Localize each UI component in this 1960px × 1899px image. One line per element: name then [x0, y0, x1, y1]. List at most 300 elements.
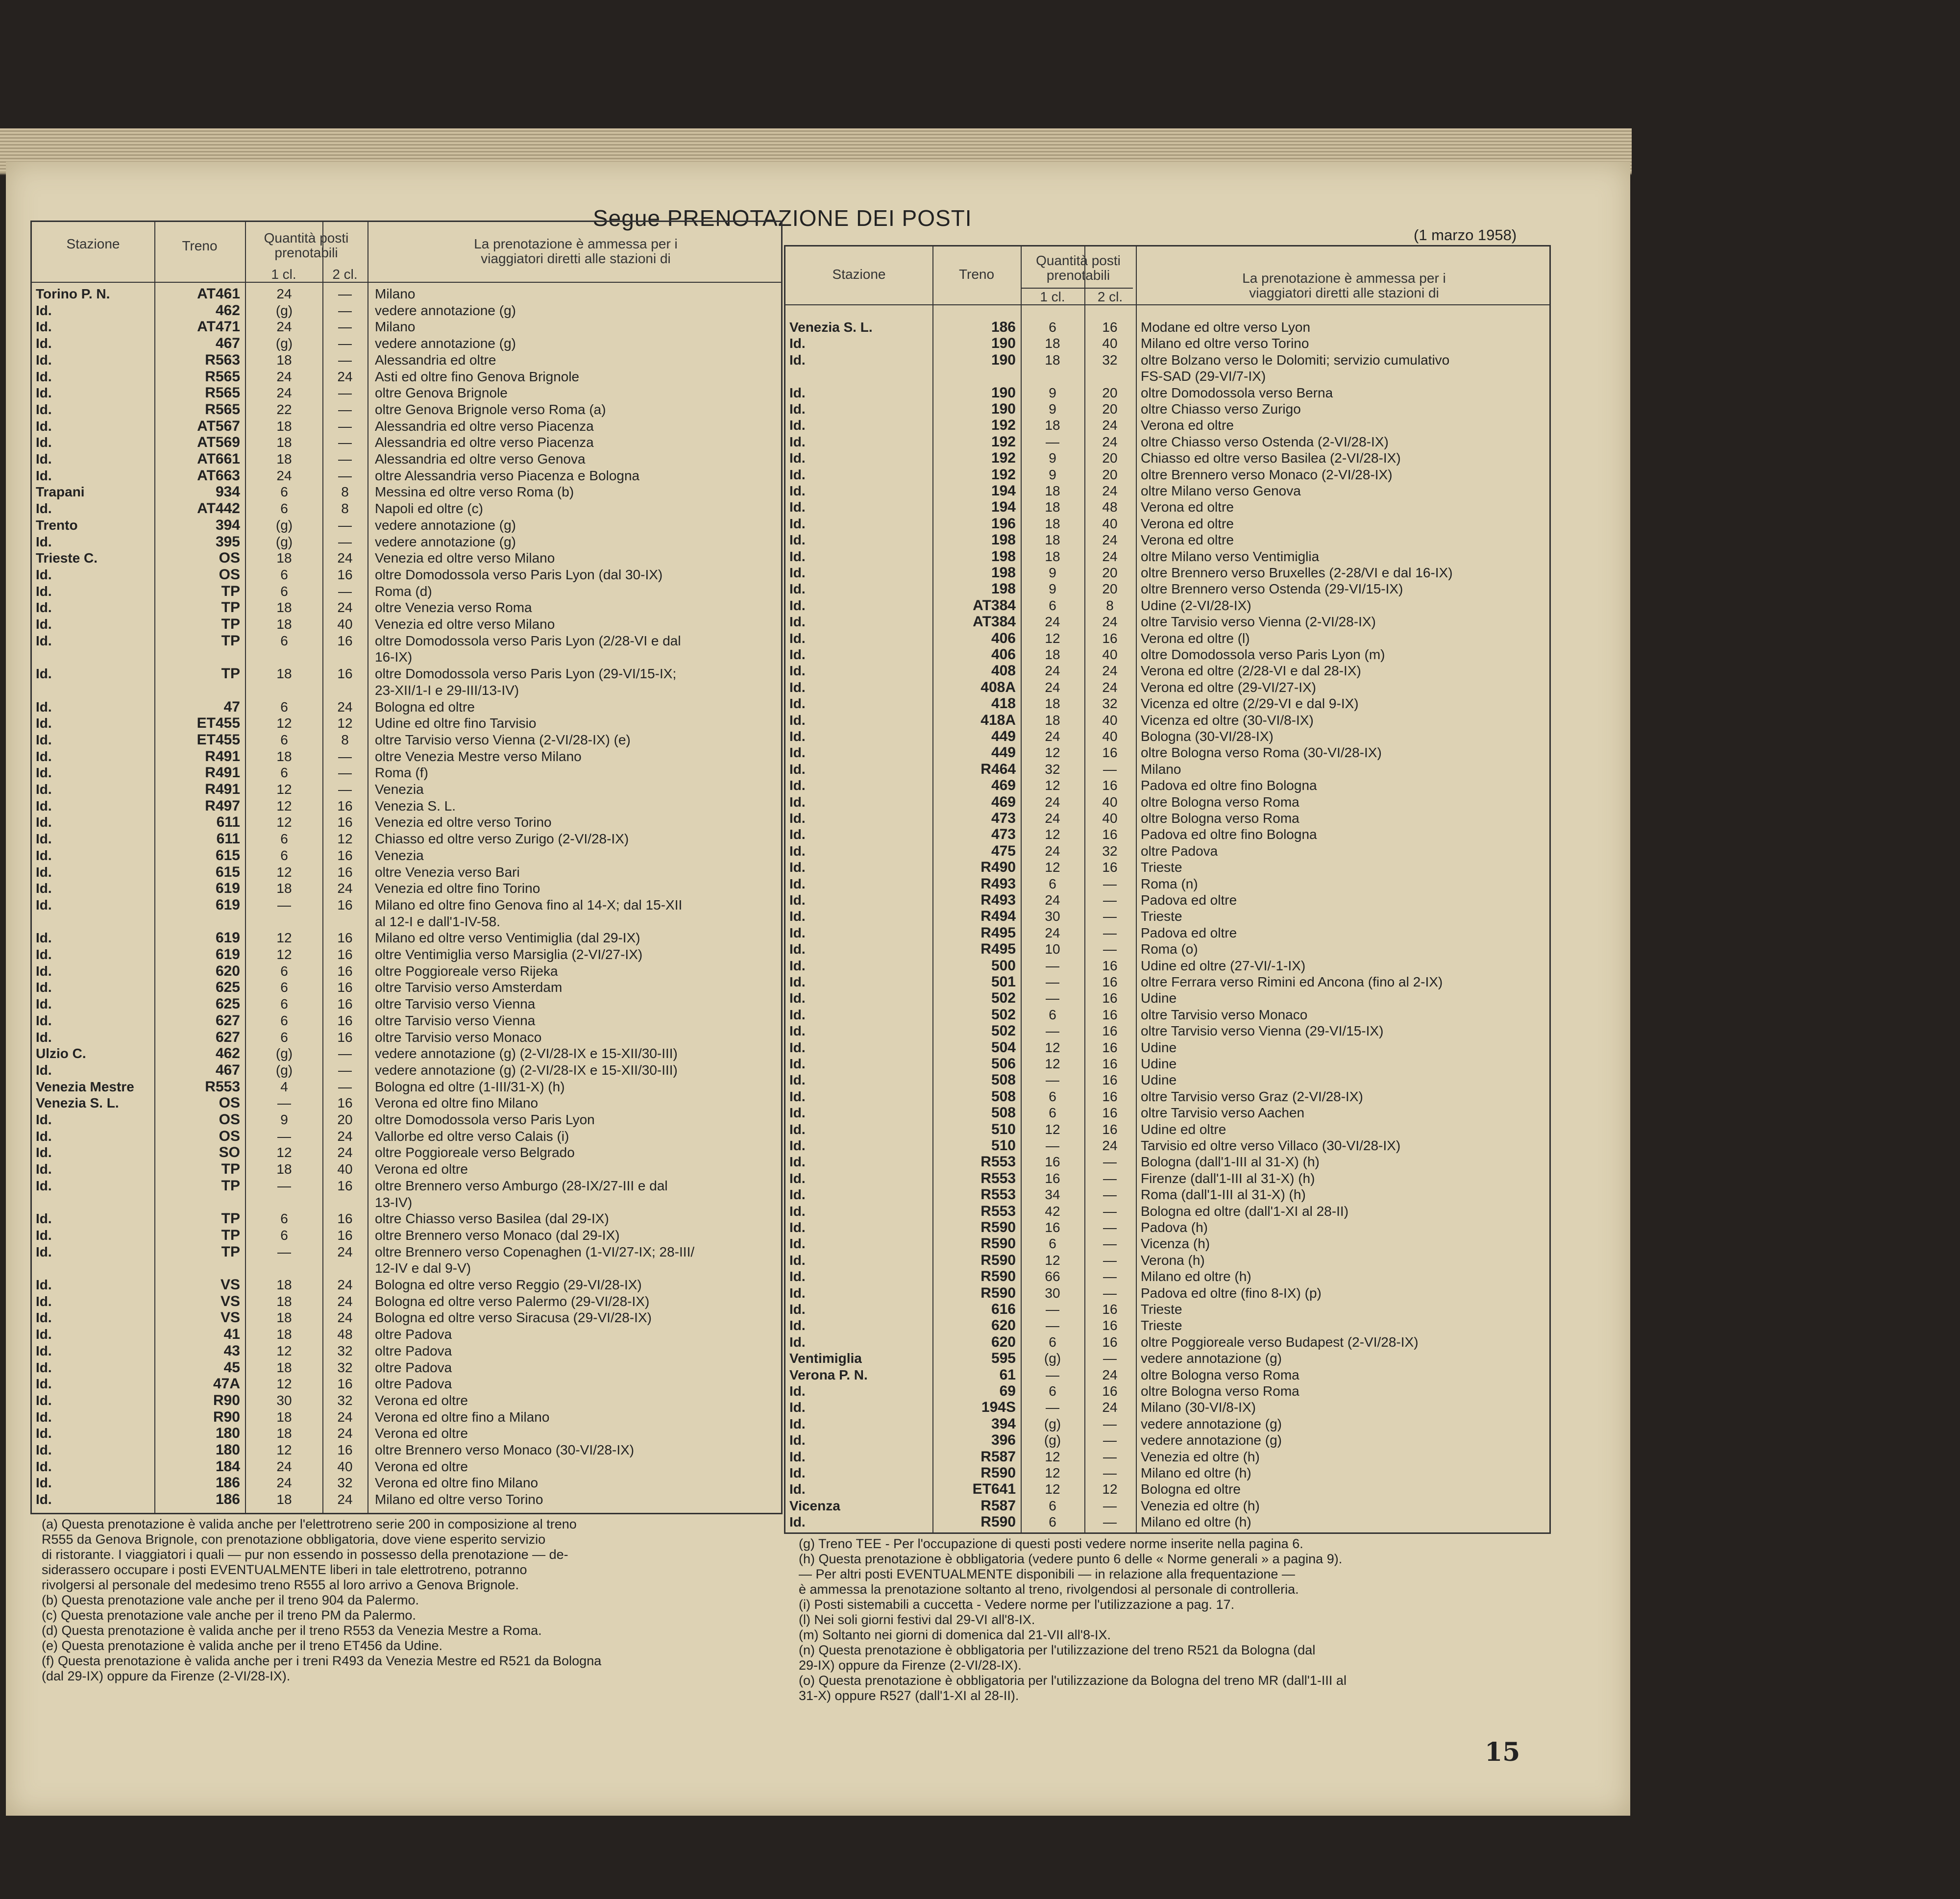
first-class-cell: 6 [1049, 320, 1056, 335]
first-class-cell: 24 [1045, 811, 1060, 826]
second-class-cell: 16 [1102, 827, 1118, 842]
first-class-cell: 18 [276, 451, 292, 467]
second-class-cell: — [1103, 909, 1117, 924]
station-cell: Id. [789, 1154, 806, 1170]
station-cell: Id. [36, 798, 52, 814]
train-cell: 502 [991, 990, 1016, 1007]
destination-cell: vedere annotazione (g) [1141, 1432, 1282, 1448]
second-class-cell: — [1103, 1285, 1117, 1301]
destination-cell: oltre Bologna verso Roma [1141, 794, 1299, 810]
station-cell: Id. [789, 679, 806, 695]
train-cell: TP [221, 666, 240, 682]
destination-cell: Venezia S. L. [375, 798, 456, 814]
first-class-cell: 6 [280, 1012, 288, 1028]
station-cell: Id. [36, 1359, 52, 1375]
table-row [785, 941, 1549, 957]
destination-cell: oltre Domodossola verso Paris Lyon (2/28-VI e dal [375, 633, 681, 648]
table-row [32, 963, 781, 979]
table-row [32, 468, 781, 484]
station-cell: Id. [36, 1178, 52, 1193]
train-cell: TP [221, 632, 240, 649]
train-cell: TP [221, 1243, 240, 1260]
first-class-cell: 12 [1045, 1449, 1060, 1464]
first-class-cell: (g) [275, 1062, 293, 1078]
table-row [32, 1309, 781, 1326]
first-class-cell: 12 [1045, 778, 1060, 793]
second-class-cell: 24 [337, 1426, 353, 1441]
table-row [785, 1121, 1549, 1137]
destination-cell: Messina ed oltre verso Roma (b) [375, 484, 574, 500]
destination-cell: Chiasso ed oltre verso Zurigo (2-VI/28-IX) [375, 831, 629, 847]
destination-cell: Venezia [375, 782, 424, 797]
destination-cell: Alessandria ed oltre verso Genova [375, 451, 586, 467]
footnote-line: (dal 29-IX) oppure da Firenze (2-VI/28-IX). [42, 1669, 291, 1683]
destination-cell: Bologna ed oltre verso Palermo (29-VI/28-IX) [375, 1293, 650, 1309]
station-cell: Id. [36, 1310, 52, 1326]
second-class-cell: 16 [337, 897, 353, 913]
table-row [32, 1062, 781, 1078]
train-cell: R494 [980, 908, 1016, 925]
first-class-cell: 10 [1045, 941, 1060, 957]
table-row [785, 1186, 1549, 1203]
second-class-cell: — [338, 286, 352, 301]
footnotes-left [42, 1517, 777, 1684]
train-cell: R590 [980, 1465, 1016, 1481]
table-row [785, 1039, 1549, 1056]
destination-cell: oltre Domodossola verso Paris Lyon (29-VI/15-IX; [375, 666, 677, 682]
first-class-cell: 30 [1045, 1285, 1060, 1301]
train-cell: 198 [991, 548, 1016, 565]
destination-cell: oltre Tarvisio verso Vienna (29-VI/15-IX) [1141, 1023, 1384, 1039]
table-row [32, 979, 781, 995]
table-row [32, 567, 781, 583]
second-class-cell: 24 [1102, 1367, 1118, 1382]
station-cell: Id. [36, 732, 52, 747]
station-cell: Id. [789, 990, 806, 1006]
station-cell: Id. [789, 1383, 806, 1399]
table-row [32, 831, 781, 847]
second-class-cell: 16 [1102, 1302, 1118, 1317]
first-class-cell: 12 [276, 1442, 292, 1457]
train-cell: AT384 [973, 597, 1016, 614]
first-class-cell: — [1046, 974, 1059, 989]
table-row [32, 1293, 781, 1309]
second-class-cell: 16 [337, 1012, 353, 1028]
header-second-class: 2 cl. [332, 267, 358, 282]
table-row [32, 302, 781, 319]
table-row [785, 614, 1549, 630]
first-class-cell: 6 [1049, 1383, 1056, 1399]
train-cell: R495 [980, 941, 1016, 958]
station-cell: Id. [36, 583, 52, 599]
table-row [32, 369, 781, 385]
train-cell: 198 [991, 565, 1016, 581]
station-cell: Id. [36, 302, 52, 318]
train-cell: 192 [991, 450, 1016, 467]
station-cell: Id. [789, 1203, 806, 1219]
train-cell: 627 [215, 1012, 240, 1029]
train-cell: 418A [980, 712, 1016, 728]
station-cell: Id. [36, 451, 52, 467]
footnote-line: (l) Nei soli giorni festivi dal 29-VI all'8-IX. [799, 1612, 1035, 1627]
destination-cell: vedere annotazione (g) [375, 517, 516, 533]
table-row [785, 1498, 1549, 1514]
table-row [32, 1194, 781, 1210]
second-class-cell: — [1103, 1203, 1117, 1219]
destination-cell: Milano ed oltre fino Genova fino al 14-X; dal 15-XII [375, 897, 683, 913]
train-cell: VS [220, 1277, 240, 1293]
first-class-cell: 12 [276, 798, 292, 814]
table-row [32, 484, 781, 500]
table-row [32, 1442, 781, 1458]
station-cell: Id. [789, 941, 806, 957]
train-cell: R587 [980, 1497, 1016, 1514]
second-class-cell: 24 [1102, 614, 1118, 630]
second-class-cell: — [338, 385, 352, 401]
table-row [32, 599, 781, 616]
second-class-cell: 16 [337, 864, 353, 880]
first-class-cell: 9 [1049, 565, 1056, 580]
station-cell: Id. [36, 881, 52, 896]
first-class-cell: 12 [276, 864, 292, 880]
destination-cell: 23-XII/1-I e 29-III/13-IV) [375, 682, 519, 698]
destination-cell: oltre Ventimiglia verso Marsiglia (2-VI/27-IX) [375, 947, 643, 962]
station-cell: Id. [789, 1007, 806, 1022]
destination-cell: Bologna (30-VI/28-IX) [1141, 729, 1274, 744]
first-class-cell: — [277, 1095, 291, 1111]
second-class-cell: 16 [1102, 1121, 1118, 1137]
train-cell: 190 [991, 384, 1016, 401]
destination-cell: Roma (f) [375, 765, 428, 781]
destination-cell: Bologna ed oltre (dall'1-XI al 28-II) [1141, 1203, 1349, 1219]
destination-cell: Milano ed oltre verso Torino [375, 1492, 543, 1507]
destination-cell: Udine ed oltre [1141, 1121, 1226, 1137]
destination-cell: Milano ed oltre verso Ventimiglia (dal 29-IX) [375, 930, 640, 946]
train-cell: OS [219, 1111, 240, 1128]
station-cell: Trento [36, 517, 78, 533]
station-cell: Id. [36, 633, 52, 648]
train-cell: 508 [991, 1072, 1016, 1088]
first-class-cell: 42 [1045, 1203, 1060, 1219]
first-class-cell: — [1046, 434, 1059, 449]
second-class-cell: 40 [337, 1458, 353, 1474]
second-class-cell: — [338, 748, 352, 764]
second-class-cell: 48 [337, 1327, 353, 1342]
second-class-cell: 24 [337, 699, 353, 715]
table-row [785, 499, 1549, 515]
table-row [785, 1285, 1549, 1301]
second-class-cell: 20 [1102, 467, 1118, 482]
station-cell: Id. [36, 947, 52, 962]
train-cell: 627 [215, 1029, 240, 1045]
station-cell: Id. [36, 1029, 52, 1045]
train-cell: R553 [980, 1154, 1016, 1170]
table-row [32, 897, 781, 913]
second-class-cell: — [338, 1079, 352, 1094]
second-class-cell: — [338, 468, 352, 483]
second-class-cell: — [1103, 1514, 1117, 1530]
first-class-cell: 18 [1045, 647, 1060, 662]
first-class-cell: 6 [280, 980, 288, 995]
station-cell: Id. [789, 958, 806, 973]
second-class-cell: — [338, 782, 352, 797]
station-cell: Id. [789, 1121, 806, 1137]
train-cell: 192 [991, 433, 1016, 450]
table-row [32, 286, 781, 302]
first-class-cell: 18 [276, 666, 292, 682]
station-cell: Id. [789, 1236, 806, 1252]
destination-cell: Verona ed oltre fino Milano [375, 1095, 539, 1111]
train-cell: 469 [991, 793, 1016, 810]
train-cell: 500 [991, 957, 1016, 974]
destination-cell: oltre Tarvisio verso Vienna [375, 1012, 536, 1028]
destination-cell: Vicenza ed oltre (30-VI/8-IX) [1141, 712, 1314, 728]
first-class-cell: 12 [276, 715, 292, 731]
second-class-cell: 16 [337, 1376, 353, 1392]
train-cell: 625 [215, 996, 240, 1012]
station-cell: Id. [789, 1334, 806, 1350]
table-row [32, 847, 781, 863]
destination-cell: oltre Tarvisio verso Vienna (2-VI/28-IX) (e) [375, 732, 631, 747]
first-class-cell: 6 [280, 567, 288, 582]
second-class-cell: 16 [337, 814, 353, 830]
train-cell: AT663 [197, 467, 240, 484]
table-row [785, 1105, 1549, 1121]
first-class-cell: 6 [1049, 1088, 1056, 1104]
table-row [785, 1203, 1549, 1219]
second-class-cell: 16 [337, 963, 353, 979]
header-station: Stazione [66, 236, 120, 251]
table-row [32, 1210, 781, 1227]
destination-cell: Milano [375, 319, 416, 335]
first-class-cell: 18 [276, 435, 292, 450]
table-row [785, 1252, 1549, 1268]
table-row [32, 880, 781, 896]
train-cell: 504 [991, 1039, 1016, 1056]
train-cell: R464 [980, 761, 1016, 777]
station-cell: Id. [36, 336, 52, 351]
first-class-cell: — [1046, 1138, 1059, 1153]
destination-cell: Modane ed oltre verso Lyon [1141, 320, 1311, 335]
destination-cell: oltre Alessandria verso Piacenza e Bologna [375, 468, 640, 483]
footnote-line: è ammessa la prenotazione soltanto al treno, rivolgendosi al personale di controlleria. [799, 1582, 1299, 1597]
table-row [32, 1475, 781, 1491]
destination-cell: Verona ed oltre [1141, 499, 1234, 515]
footnote-line: (a) Questa prenotazione è valida anche per l'elettrotreno serie 200 in composizione al treno [42, 1517, 577, 1531]
table-row [32, 996, 781, 1012]
table-row [32, 699, 781, 715]
first-class-cell: 6 [1049, 1334, 1056, 1350]
station-cell: Id. [789, 1285, 806, 1301]
train-cell: R565 [205, 401, 240, 418]
train-cell: TP [221, 1161, 240, 1178]
first-class-cell: 9 [1049, 581, 1056, 597]
destination-cell: oltre Genova Brignole verso Roma (a) [375, 401, 606, 417]
table-row [785, 958, 1549, 974]
train-cell: 502 [991, 1023, 1016, 1039]
train-cell: 462 [215, 1045, 240, 1062]
first-class-cell: — [1046, 1318, 1059, 1333]
destination-cell: Verona ed oltre (29-VI/27-IX) [1141, 679, 1316, 695]
footnote-line: (b) Questa prenotazione vale anche per il treno 904 da Palermo. [42, 1593, 419, 1607]
destination-cell: Roma (dall'1-III al 31-X) (h) [1141, 1187, 1306, 1203]
first-class-cell: 9 [280, 1112, 288, 1127]
first-class-cell: 12 [276, 947, 292, 962]
header-first-class: 1 cl. [1040, 289, 1065, 304]
table-row [32, 715, 781, 731]
station-cell: Id. [36, 897, 52, 913]
table-row [32, 1392, 781, 1408]
train-cell: TP [221, 616, 240, 632]
second-class-cell: 24 [1102, 434, 1118, 449]
destination-cell: oltre Brennero verso Copenaghen (1-VI/27-IX; 28-III/ [375, 1244, 695, 1259]
first-class-cell: 24 [1045, 663, 1060, 679]
header-quantity: Quantità posti prenotabili [264, 230, 349, 260]
second-class-cell: 16 [1102, 1007, 1118, 1022]
second-class-cell: 12 [1102, 1481, 1118, 1497]
second-class-cell: 16 [1102, 1334, 1118, 1350]
train-cell: 45 [223, 1359, 240, 1376]
train-cell: R590 [980, 1268, 1016, 1285]
second-class-cell: 24 [337, 1310, 353, 1326]
station-cell: Id. [789, 630, 806, 646]
destination-cell: Verona ed oltre (2/28-VI e dal 28-IX) [1141, 663, 1361, 679]
station-cell: Id. [36, 1211, 52, 1227]
second-class-cell: 16 [337, 1227, 353, 1243]
station-cell: Id. [789, 1170, 806, 1186]
train-cell: 180 [215, 1425, 240, 1442]
first-class-cell: 18 [276, 617, 292, 632]
train-cell: TP [221, 1177, 240, 1194]
destination-cell: Venezia ed oltre verso Milano [375, 617, 555, 632]
station-cell: Id. [789, 352, 806, 368]
first-class-cell: 6 [280, 633, 288, 648]
second-class-cell: — [1103, 1236, 1117, 1252]
table-row [785, 483, 1549, 499]
table-row [785, 1072, 1549, 1088]
first-class-cell: 4 [280, 1079, 288, 1094]
destination-cell: Udine [1141, 1072, 1177, 1088]
page-number: 15 [1485, 1737, 1520, 1767]
second-class-cell: — [1103, 1449, 1117, 1464]
table-row [785, 565, 1549, 581]
table-row [785, 1514, 1549, 1530]
first-class-cell: 66 [1045, 1269, 1060, 1284]
second-class-cell: 20 [1102, 401, 1118, 417]
table-row [32, 1111, 781, 1128]
station-cell: Id. [789, 811, 806, 826]
first-class-cell: 12 [1045, 745, 1060, 761]
second-class-cell: — [1103, 1252, 1117, 1268]
table-row [32, 1425, 781, 1441]
table-row [785, 319, 1549, 335]
train-cell: R590 [980, 1514, 1016, 1530]
header-allowed: La prenotazione è ammessa per i viaggiatori diretti alle stazioni di [1242, 271, 1446, 300]
second-class-cell: 24 [337, 369, 353, 384]
station-cell: Id. [789, 1302, 806, 1317]
first-class-cell: 9 [1049, 467, 1056, 482]
train-cell: ET455 [196, 715, 240, 732]
table-row [785, 761, 1549, 777]
first-class-cell: 18 [1045, 483, 1060, 498]
station-cell: Id. [789, 1105, 806, 1121]
second-class-cell: 16 [1102, 630, 1118, 646]
table-row [785, 434, 1549, 450]
table-row [32, 616, 781, 632]
table-row [785, 1465, 1549, 1481]
first-class-cell: 12 [1045, 1056, 1060, 1071]
station-cell: Id. [36, 765, 52, 781]
table-row [32, 814, 781, 830]
table-row [785, 1481, 1549, 1497]
first-class-cell: (g) [275, 302, 293, 318]
station-cell: Torino P. N. [36, 286, 110, 301]
second-class-cell: 24 [337, 1244, 353, 1259]
first-class-cell: 18 [276, 748, 292, 764]
station-cell: Id. [789, 614, 806, 630]
train-cell: R553 [980, 1186, 1016, 1203]
destination-cell: oltre Chiasso verso Basilea (dal 29-IX) [375, 1211, 609, 1227]
station-cell: Id. [36, 782, 52, 797]
first-class-cell: 18 [276, 1409, 292, 1425]
train-cell: OS [219, 566, 240, 583]
footnotes-right [799, 1536, 1544, 1703]
destination-cell: 12-IV e dal 9-V) [375, 1260, 471, 1276]
station-cell: Venezia S. L. [36, 1095, 119, 1111]
train-cell: 194 [991, 483, 1016, 499]
second-class-cell: 16 [1102, 1383, 1118, 1399]
second-class-cell: 24 [1102, 663, 1118, 679]
table-row [32, 1012, 781, 1029]
table-row [785, 581, 1549, 597]
station-cell: Id. [789, 696, 806, 712]
second-class-cell: 32 [337, 1392, 353, 1408]
second-class-cell: 16 [1102, 1318, 1118, 1333]
train-cell: 408 [991, 663, 1016, 679]
first-class-cell: (g) [1044, 1351, 1061, 1366]
second-class-cell: — [1103, 1269, 1117, 1284]
first-class-cell: 6 [1049, 1007, 1056, 1022]
second-class-cell: — [338, 517, 352, 533]
train-cell: R491 [205, 748, 240, 765]
table-row [785, 744, 1549, 761]
destination-cell: Roma (n) [1141, 876, 1198, 891]
destination-cell: vedere annotazione (g) [375, 302, 516, 318]
table-row [32, 913, 781, 930]
table-row [32, 1079, 781, 1095]
table-row [785, 646, 1549, 663]
destination-cell: oltre Bologna verso Roma [1141, 1367, 1299, 1382]
first-class-cell: 6 [280, 996, 288, 1012]
first-class-cell: — [1046, 990, 1059, 1006]
train-cell: 462 [215, 302, 240, 319]
table-row [785, 1334, 1549, 1350]
train-cell: R565 [205, 385, 240, 401]
train-cell: TP [221, 1210, 240, 1227]
table-row [785, 892, 1549, 908]
station-cell: Id. [789, 1187, 806, 1203]
table-row [785, 368, 1549, 384]
station-cell: Id. [36, 501, 52, 517]
first-class-cell: 6 [280, 699, 288, 715]
first-class-cell: — [1046, 1400, 1059, 1415]
train-cell: 502 [991, 1006, 1016, 1023]
train-cell: TP [221, 583, 240, 599]
train-cell: 196 [991, 515, 1016, 532]
table-row [32, 666, 781, 682]
train-cell: 595 [991, 1350, 1016, 1367]
first-class-cell: 24 [1045, 614, 1060, 630]
